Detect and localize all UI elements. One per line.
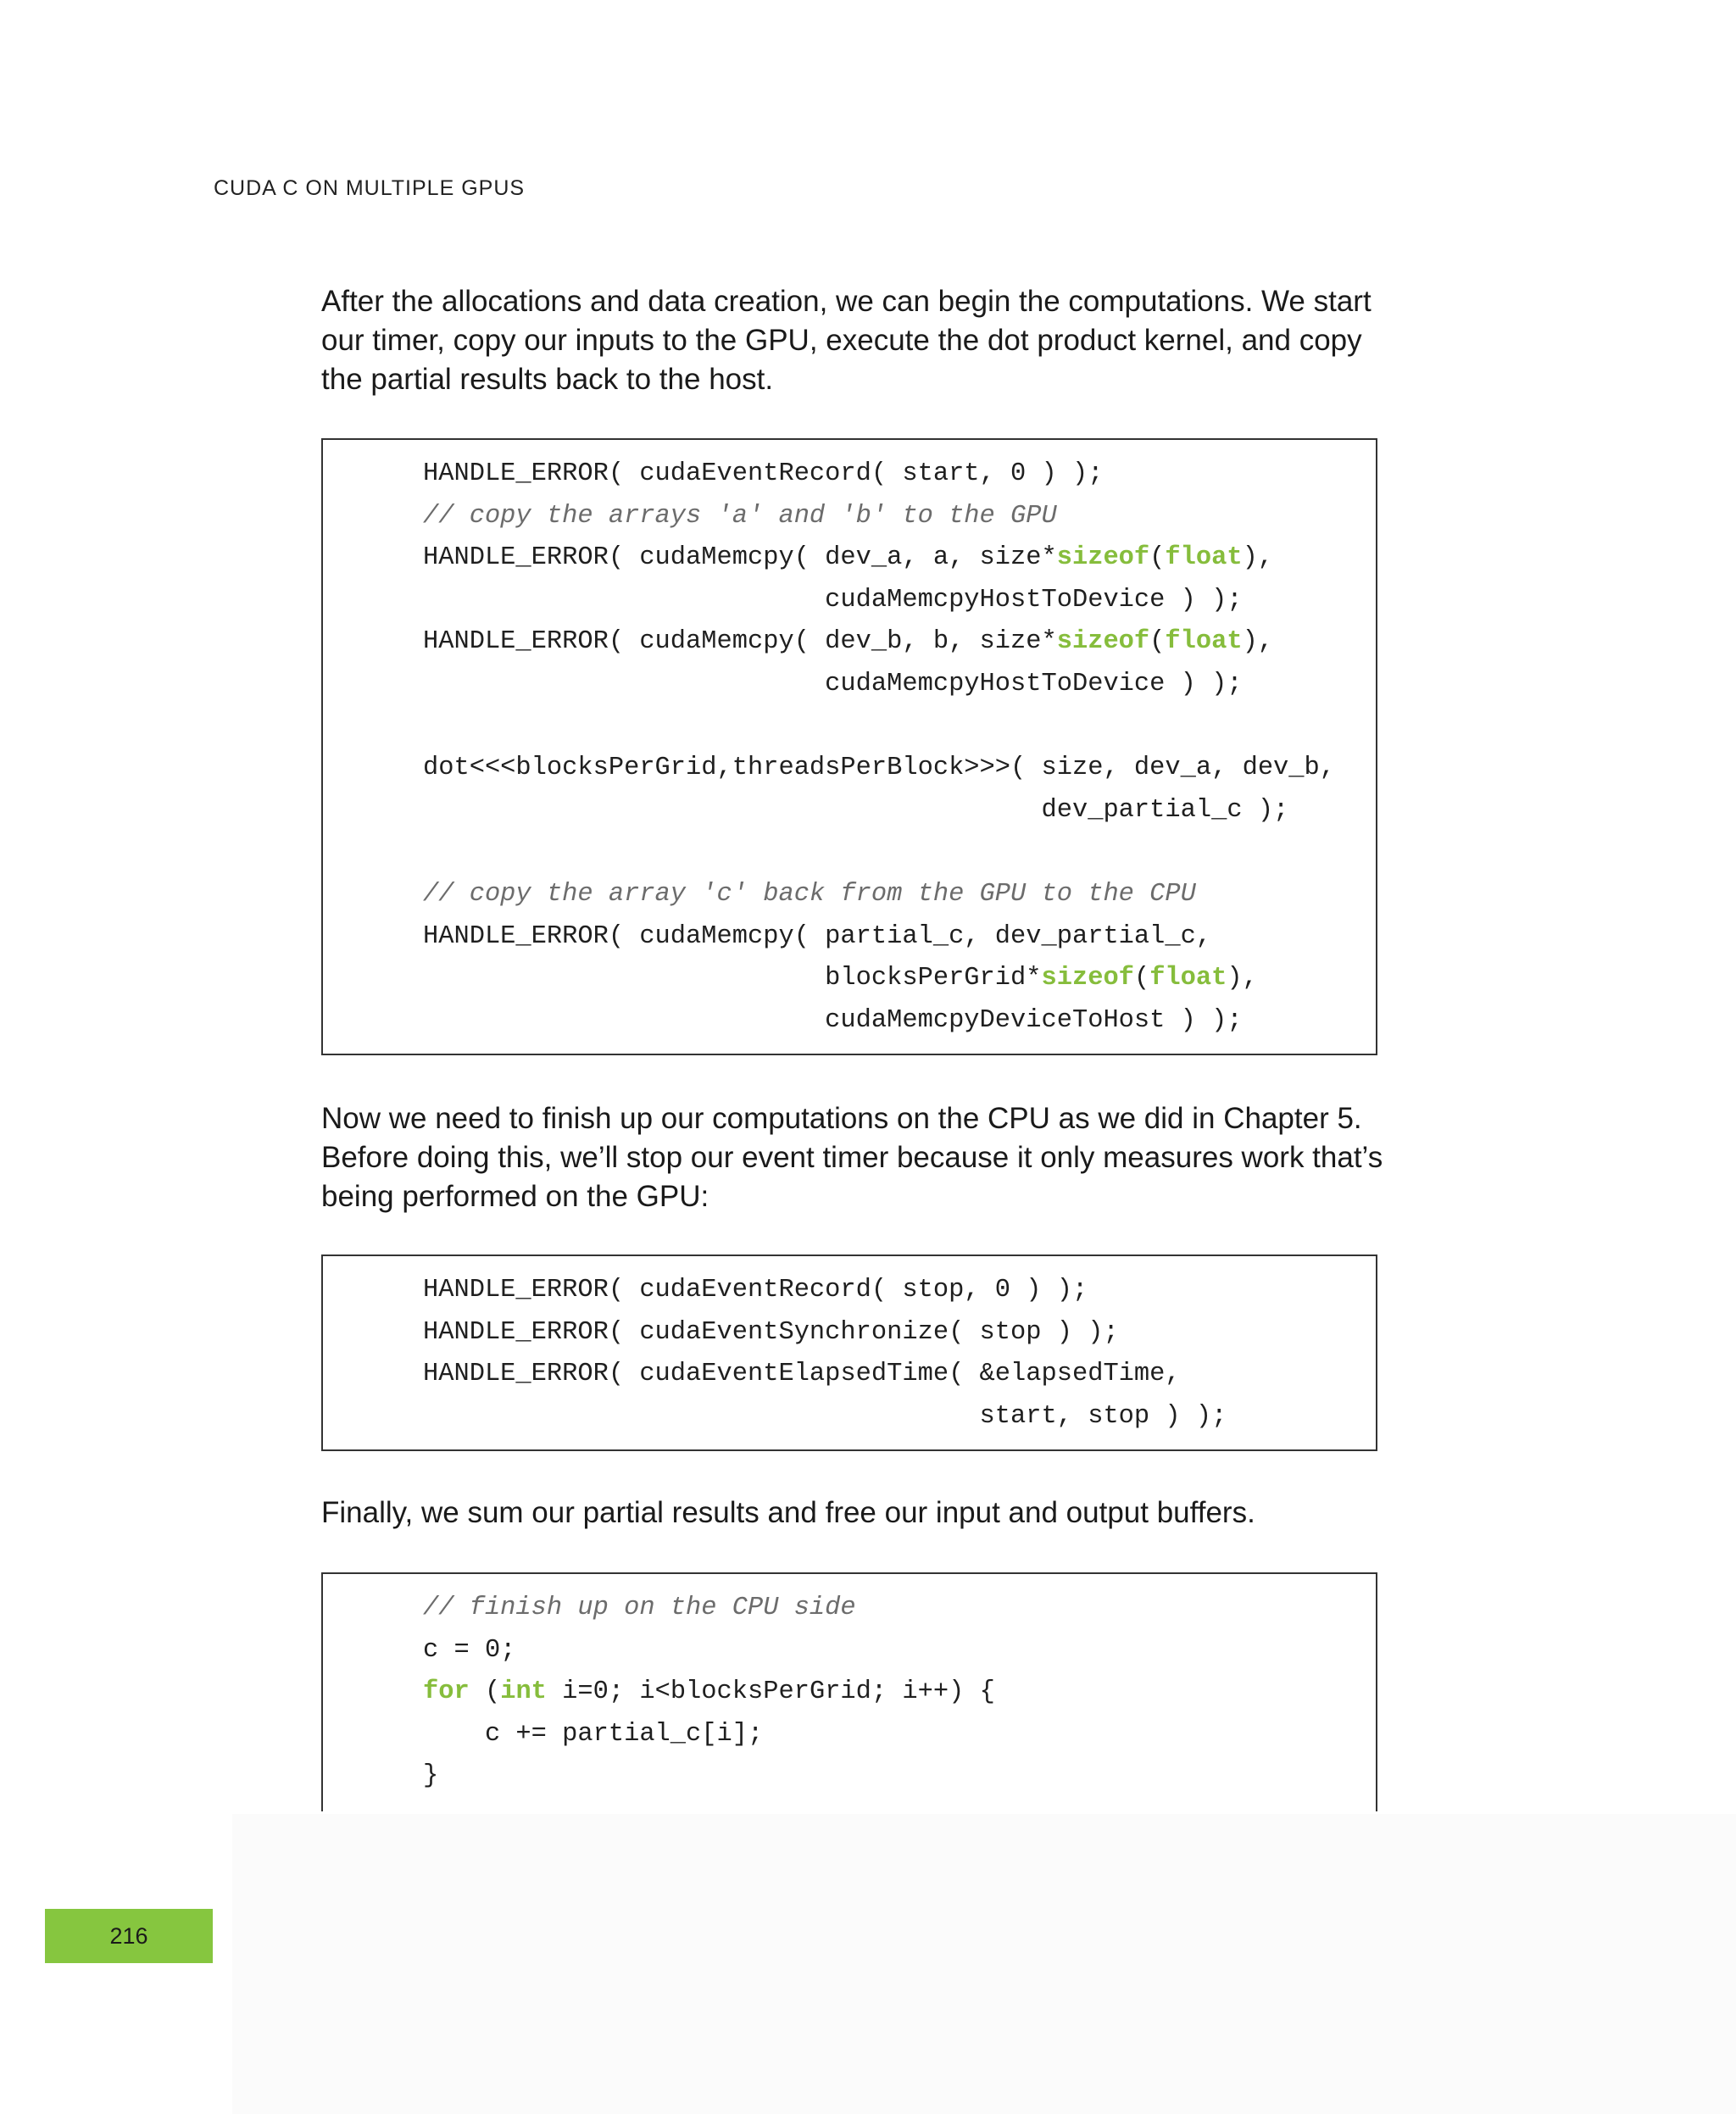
code-text: cudaMemcpyHostToDevice ) ); xyxy=(423,669,1243,698)
code-keyword: float xyxy=(1149,964,1227,993)
code-line xyxy=(423,748,1335,790)
code-listing xyxy=(423,453,1335,1042)
code-line xyxy=(423,958,1335,1000)
running-head: CUDA C ON MULTIPLE GPUS xyxy=(214,176,526,200)
code-text: HANDLE_ERROR( cudaMemcpy( dev_b, b, size* xyxy=(423,627,1057,657)
code-text: dev_partial_c ); xyxy=(423,795,1289,825)
code-text: } xyxy=(423,1761,439,1791)
code-line xyxy=(423,1312,1227,1355)
code-comment: // copy the array 'c' back from the GPU to the CPU xyxy=(423,879,1196,909)
code-comment: // copy the arrays 'a' and 'b' to the GPU xyxy=(423,501,1057,531)
code-line xyxy=(423,580,1335,622)
code-keyword: sizeof xyxy=(1056,543,1150,573)
code-line xyxy=(423,1396,1227,1438)
code-line xyxy=(423,621,1335,664)
code-keyword: sizeof xyxy=(1056,627,1150,657)
code-line xyxy=(423,1000,1335,1043)
code-line xyxy=(423,1672,995,1714)
code-listing xyxy=(423,1588,995,1798)
code-text: blocksPerGrid* xyxy=(423,964,1042,993)
code-text: ), xyxy=(1242,627,1274,657)
code-line xyxy=(423,874,1335,916)
code-line xyxy=(423,537,1335,580)
code-listing xyxy=(423,1270,1227,1438)
code-text: ), xyxy=(1242,543,1274,573)
code-text: HANDLE_ERROR( cudaEventElapsedTime( &elapsedTime, xyxy=(423,1360,1181,1389)
code-text: start, stop ) ); xyxy=(423,1401,1227,1431)
code-comment: // finish up on the CPU side xyxy=(423,1594,856,1622)
code-block-cpu-sum xyxy=(321,1572,1377,1811)
code-text: HANDLE_ERROR( cudaEventRecord( start, 0 ) ); xyxy=(423,459,1104,488)
paragraph-intro: After the allocations and data creation, we can begin the computations. We start our timer, copy our inputs to the GPU, execute the dot product kernel, and copy the partial results back to the host. xyxy=(321,285,1372,396)
code-text: c = 0; xyxy=(423,1635,516,1665)
code-line xyxy=(423,1270,1227,1312)
code-line xyxy=(423,1630,995,1672)
code-line xyxy=(423,1588,995,1630)
code-line xyxy=(423,453,1335,496)
code-line xyxy=(423,1354,1227,1396)
code-text: HANDLE_ERROR( cudaEventRecord( stop, 0 ) ); xyxy=(423,1276,1088,1305)
code-text: HANDLE_ERROR( cudaMemcpy( dev_a, a, size* xyxy=(423,543,1057,573)
code-line xyxy=(423,790,1335,832)
code-text: HANDLE_ERROR( cudaMemcpy( partial_c, dev_partial_c, xyxy=(423,921,1212,951)
code-text: ( xyxy=(1149,543,1166,573)
code-line xyxy=(423,916,1335,959)
code-line xyxy=(423,832,1335,874)
code-line xyxy=(423,496,1335,538)
code-line xyxy=(423,1755,995,1798)
code-text: dot<<<blocksPerGrid,threadsPerBlock>>>( size, dev_a, dev_b, xyxy=(423,754,1336,783)
page-number: 216 xyxy=(109,1922,148,1949)
code-text: i=0; i<blocksPerGrid; i++) { xyxy=(546,1677,995,1707)
code-text: ( xyxy=(469,1677,501,1707)
code-keyword: sizeof xyxy=(1041,964,1134,993)
code-text: ), xyxy=(1227,964,1258,993)
code-text: cudaMemcpyHostToDevice ) ); xyxy=(423,585,1243,615)
code-text: c += partial_c[i]; xyxy=(423,1719,764,1749)
code-text: cudaMemcpyDeviceToHost ) ); xyxy=(423,1005,1243,1035)
code-line xyxy=(423,664,1335,706)
code-text: ( xyxy=(1133,964,1150,993)
code-keyword: int xyxy=(500,1677,547,1707)
page-bottom-shade xyxy=(232,1814,1736,2114)
code-line xyxy=(423,1714,995,1756)
page-number-badge xyxy=(45,1909,213,1963)
code-keyword: for xyxy=(423,1677,470,1707)
code-text: HANDLE_ERROR( cudaEventSynchronize( stop ) ); xyxy=(423,1317,1119,1347)
code-keyword: float xyxy=(1165,543,1243,573)
code-line xyxy=(423,706,1335,748)
code-text: ( xyxy=(1149,627,1166,657)
paragraph-sum-results: Finally, we sum our partial results and free our input and output buffers. xyxy=(321,1496,1255,1529)
code-keyword: float xyxy=(1165,627,1243,657)
code-block-memcpy xyxy=(321,438,1377,1055)
paragraph-stop-timer: Now we need to finish up our computations on the CPU as we did in Chapter 5. Before doing this, we’ll stop our event timer because it only measures work that’s being performed on the GPU: xyxy=(321,1102,1383,1213)
code-block-event-timer xyxy=(321,1254,1377,1451)
